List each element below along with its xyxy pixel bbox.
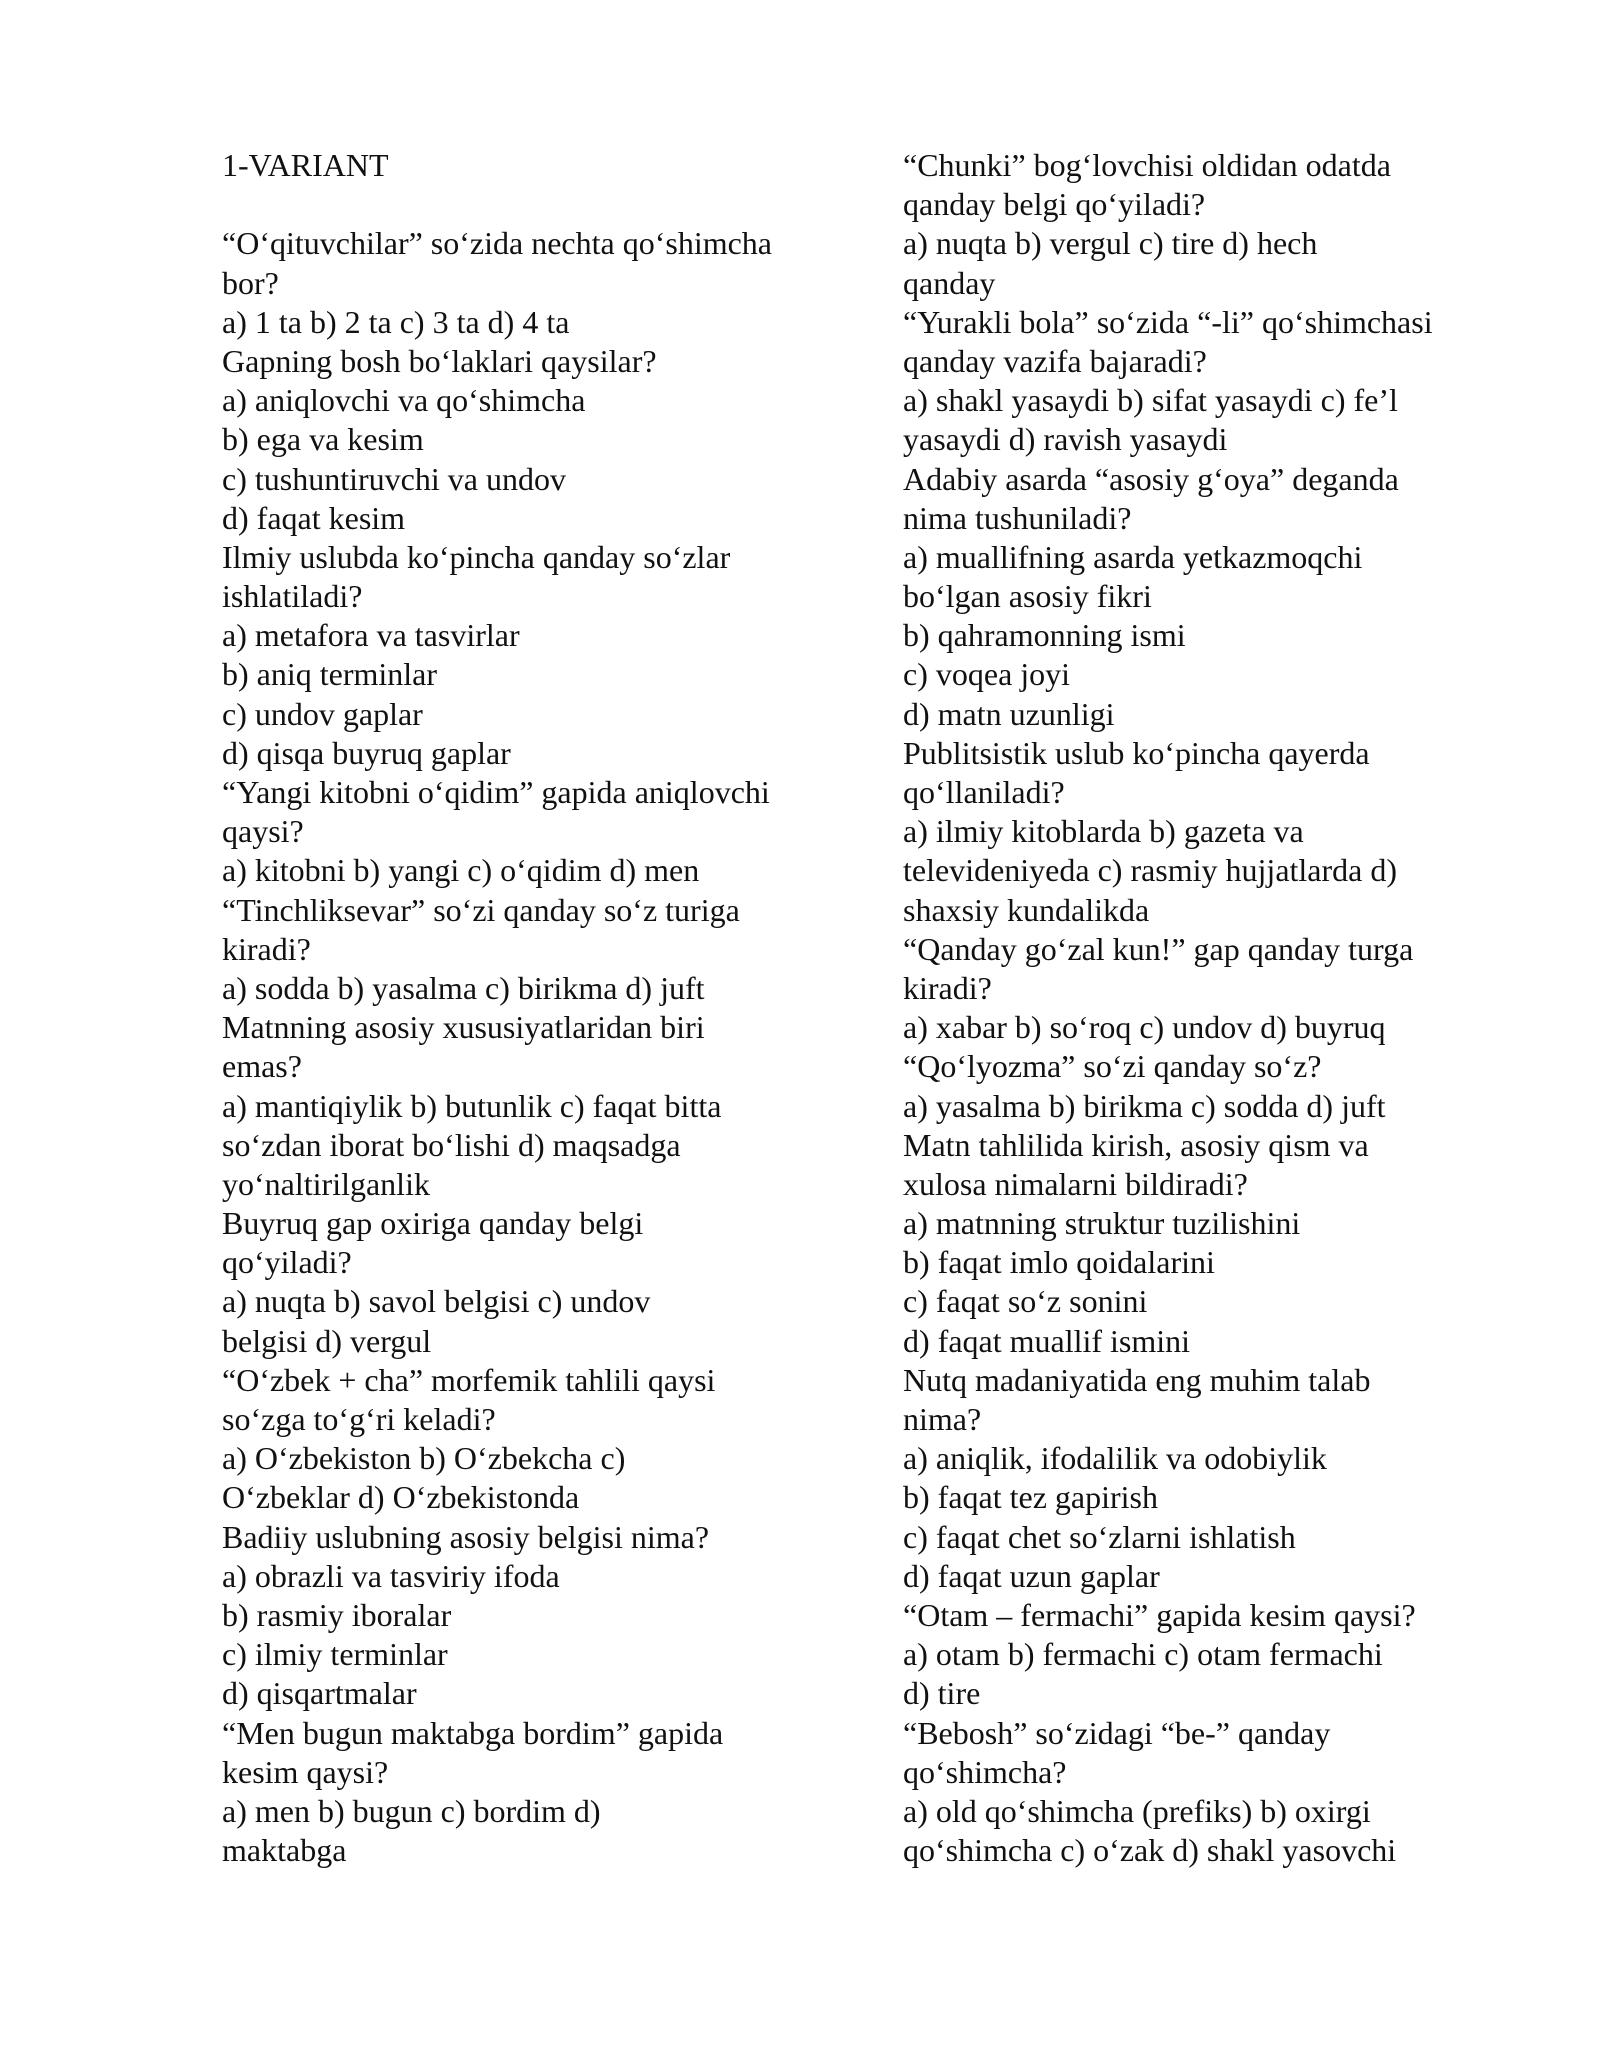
text-line: Matn tahlilida kirish, asosiy qism va [903,1126,1369,1163]
text-line: Gapning bosh bo‘laklari qaysilar? [222,342,657,379]
text-line: “Qo‘lyozma” so‘zi qanday so‘z? [903,1048,1322,1085]
text-line: “O‘qituvchilar” so‘zida nechta qo‘shimcha [222,225,772,262]
text-line: televideniyeda c) rasmiy hujjatlarda d) [903,852,1398,889]
text-line: qaysi? [222,813,304,850]
text-line: so‘zga to‘g‘ri keladi? [222,1401,496,1437]
text-line: Adabiy asarda “asosiy g‘oya” deganda [903,460,1399,497]
text-line: “Tinchliksevar” so‘zi qanday so‘z turiga [222,891,740,928]
text-line: b) qahramonning ismi [903,617,1186,654]
text-line: Badiiy uslubning asosiy belgisi nima? [222,1518,710,1555]
text-line: qo‘llaniladi? [903,774,1065,810]
text-line: c) ilmiy terminlar [222,1636,448,1673]
text-line: d) faqat kesim [222,499,406,536]
text-line: bo‘lgan asosiy fikri [903,578,1152,615]
text-line: a) ilmiy kitoblarda b) gazeta va [903,813,1304,850]
text-line: a) shakl yasaydi b) sifat yasaydi c) fe’l [903,382,1398,419]
text-line: “Bebosh” so‘zidagi “be-” qanday [903,1714,1331,1751]
text-line: a) muallifning asarda yetkazmoqchi [903,538,1363,575]
variant-heading: 1-VARIANT [222,147,389,183]
text-line: a) xabar b) so‘roq c) undov d) buyruq [903,1009,1386,1046]
text-line: Nutq madaniyatida eng muhim talab [903,1361,1371,1398]
left-column-text [222,224,832,1870]
text-line: b) faqat imlo qoidalarini [903,1244,1215,1281]
right-column-text [903,146,1493,1870]
text-line: qanday vazifa bajaradi? [903,342,1207,379]
text-line: a) sodda b) yasalma c) birikma d) juft [222,969,705,1006]
text-line: qo‘yiladi? [222,1244,352,1281]
text-line: b) ega va kesim [222,421,424,458]
text-line: c) faqat so‘z sonini [903,1283,1148,1320]
text-line: qo‘shimcha? [903,1753,1067,1790]
text-line: “Qanday go‘zal kun!” gap qanday turga [903,930,1414,967]
text-line: d) qisqartmalar [222,1675,417,1712]
text-line: bor? [222,264,279,301]
text-line: nima tushuniladi? [903,499,1132,536]
text-line: a) metafora va tasvirlar [222,617,520,654]
text-line: a) old qo‘shimcha (prefiks) b) oxirgi [903,1792,1371,1829]
text-line: a) aniqlik, ifodalilik va odobiylik [903,1440,1327,1477]
text-line: yo‘naltirilganlik [222,1165,430,1202]
text-line: d) faqat uzun gaplar [903,1557,1160,1594]
text-line: a) yasalma b) birikma c) sodda d) juft [903,1087,1386,1124]
text-line: “Yurakli bola” so‘zida “-li” qo‘shimchasi [903,303,1433,340]
text-line: c) undov gaplar [222,695,423,732]
text-line: b) faqat tez gapirish [903,1479,1158,1516]
text-line: c) voqea joyi [903,656,1071,693]
text-line: a) mantiqiylik b) butunlik c) faqat bitta [222,1087,722,1124]
text-line: a) aniqlovchi va qo‘shimcha [222,382,586,419]
text-line: a) nuqta b) vergul c) tire d) hech [903,225,1318,262]
text-line: a) matnning struktur tuzilishini [903,1205,1301,1242]
text-line: a) 1 ta b) 2 ta c) 3 ta d) 4 ta [222,303,570,340]
text-line: “Chunki” bog‘lovchisi oldidan odatda [903,147,1391,183]
text-line: Ilmiy uslubda ko‘pincha qanday so‘zlar [222,538,731,575]
text-line: a) otam b) fermachi c) otam fermachi [903,1636,1383,1673]
text-line: “O‘zbek + cha” morfemik tahlili qaysi [222,1361,716,1398]
text-line: nima? [903,1401,982,1437]
text-line: “Men bugun maktabga bordim” gapida [222,1714,724,1751]
text-line: kiradi? [903,969,992,1006]
text-line: yasaydi d) ravish yasaydi [903,421,1228,458]
text-line: kesim qaysi? [222,1753,389,1790]
text-line: “Yangi kitobni o‘qidim” gapida aniqlovchi [222,774,770,810]
text-line: O‘zbeklar d) O‘zbekistonda [222,1479,580,1516]
left-column [222,146,832,1870]
heading-spacer [222,185,832,224]
text-line: c) tushuntiruvchi va undov [222,460,566,497]
text-line: d) matn uzunligi [903,695,1115,732]
right-column [903,146,1493,1870]
text-line: Matnning asosiy xususiyatlaridan biri [222,1009,705,1046]
text-line: a) nuqta b) savol belgisi c) undov [222,1283,651,1320]
text-line: b) rasmiy iboralar [222,1596,452,1633]
text-line: d) tire [903,1675,981,1712]
text-line: d) faqat muallif ismini [903,1322,1191,1359]
text-line: b) aniq terminlar [222,656,438,693]
text-line: shaxsiy kundalikda [903,891,1150,928]
text-line: ishlatiladi? [222,578,363,615]
text-line: Buyruq gap oxiriga qanday belgi [222,1205,644,1242]
text-line: qanday [903,264,996,301]
text-line: Publitsistik uslub ko‘pincha qayerda [903,734,1370,771]
text-line: “Otam – fermachi” gapida kesim qaysi? [903,1596,1416,1633]
text-line: qanday belgi qo‘yiladi? [903,186,1206,223]
text-line: d) qisqa buyruq gaplar [222,734,511,771]
text-line: a) O‘zbekiston b) O‘zbekcha c) [222,1440,626,1477]
text-line: maktabga [222,1832,347,1869]
text-line: c) faqat chet so‘zlarni ishlatish [903,1518,1296,1555]
text-line: xulosa nimalarni bildiradi? [903,1165,1248,1202]
text-line: qo‘shimcha c) o‘zak d) shakl yasovchi [903,1832,1397,1869]
text-line: emas? [222,1048,302,1085]
text-line: kiradi? [222,930,311,967]
text-line: so‘zdan iborat bo‘lishi d) maqsadga [222,1126,681,1163]
text-line: belgisi d) vergul [222,1322,432,1359]
text-line: a) obrazli va tasviriy ifoda [222,1557,560,1594]
text-line: a) kitobni b) yangi c) o‘qidim d) men [222,852,700,889]
text-line: a) men b) bugun c) bordim d) [222,1792,601,1829]
